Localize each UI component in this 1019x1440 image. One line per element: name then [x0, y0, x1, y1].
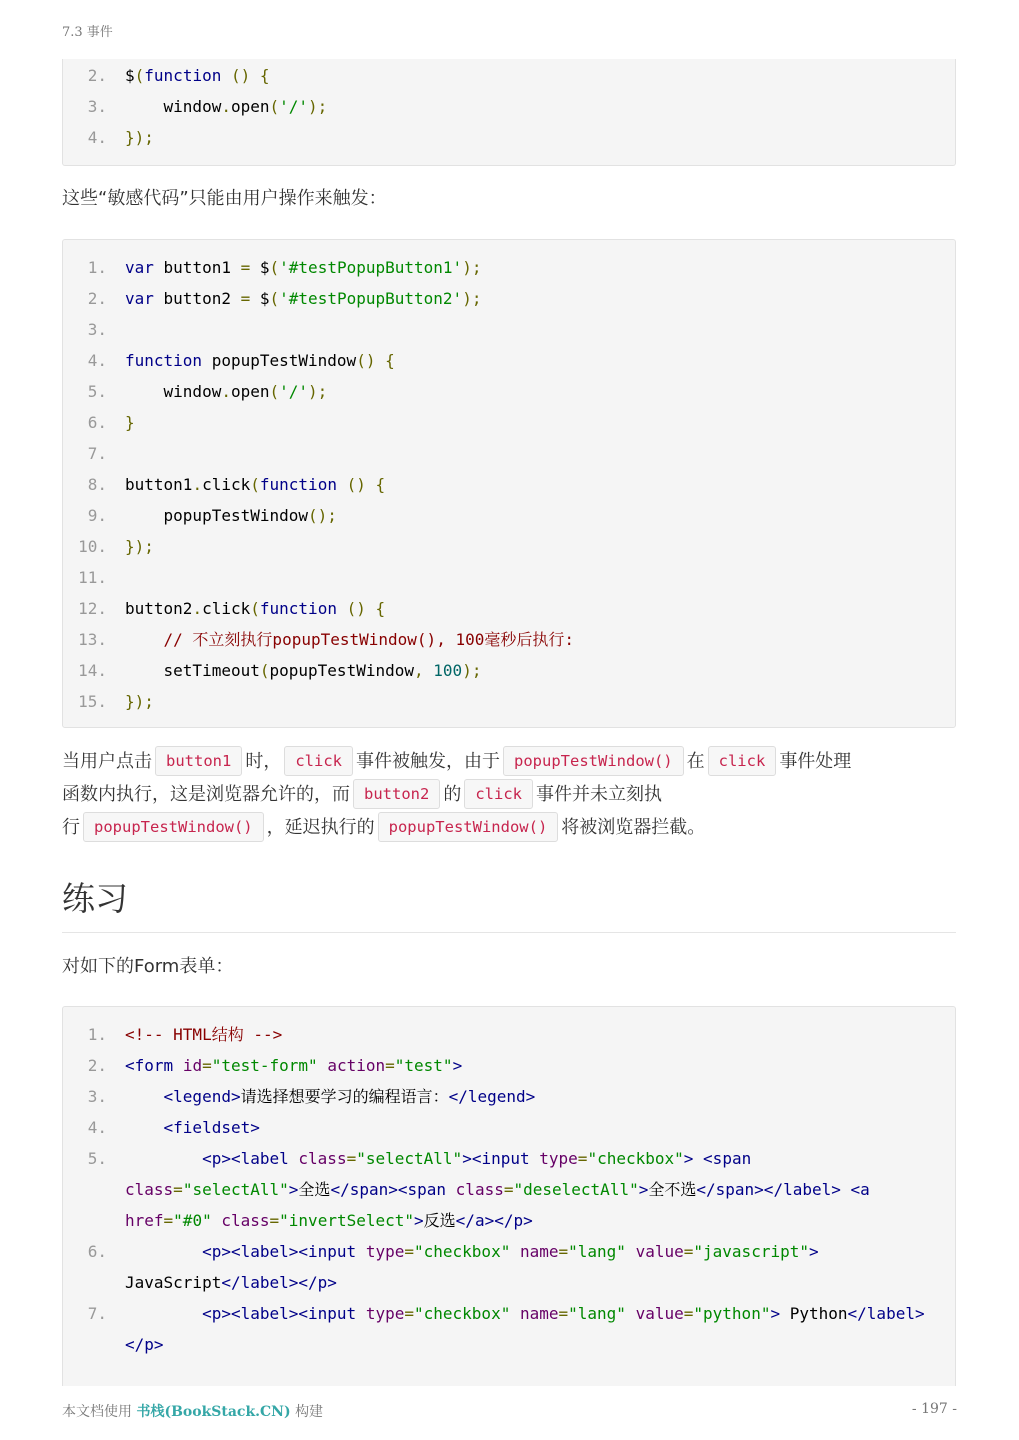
footer-credit	[62, 1401, 323, 1421]
code-token: ()	[346, 475, 366, 494]
code-text	[125, 407, 955, 438]
code-token: {	[375, 599, 386, 618]
code-token: <p><label	[202, 1149, 289, 1168]
code-token: >	[638, 1180, 649, 1199]
code-token: >	[452, 1056, 463, 1075]
code-token: 全不选	[648, 1180, 697, 1199]
code-token: >	[683, 1149, 694, 1168]
code-line	[63, 376, 955, 407]
code-token: ()	[356, 351, 376, 370]
paragraph-text: ，延迟执行的	[266, 817, 375, 838]
code-token: {	[259, 66, 270, 85]
code-line	[63, 1081, 955, 1112]
code-token: .	[221, 97, 231, 116]
code-token: 请选择想要学习的编程语言：	[240, 1087, 449, 1106]
code-line	[63, 624, 955, 655]
code-text	[125, 500, 955, 531]
code-text	[125, 345, 955, 376]
code-line	[63, 438, 955, 469]
code-token: <form	[125, 1056, 174, 1075]
code-line	[63, 1019, 955, 1050]
code-token: <p><label><input	[202, 1242, 357, 1261]
code-text	[125, 1236, 955, 1298]
code-block-3	[62, 1006, 956, 1386]
code-text	[125, 593, 955, 624]
paragraph-text: 时，	[245, 751, 282, 772]
code-token: 100	[433, 661, 463, 680]
inline-code: popupTestWindow()	[378, 812, 559, 842]
code-token: // 不立刻执行popupTestWindow(), 100毫秒后执行:	[163, 630, 574, 649]
line-number: 2.	[87, 66, 107, 85]
code-token: "#0"	[173, 1211, 212, 1230]
code-token: "lang"	[568, 1304, 626, 1323]
code-text	[125, 252, 955, 283]
code-token: '/'	[279, 97, 309, 116]
code-line	[63, 593, 955, 624]
code-token: (	[269, 258, 280, 277]
line-number: 4.	[87, 1118, 107, 1137]
code-token: );	[462, 289, 482, 308]
code-token: '#testPopupButton2'	[279, 289, 463, 308]
inline-code: popupTestWindow()	[83, 812, 264, 842]
code-token: name	[519, 1304, 559, 1323]
code-line	[63, 314, 955, 345]
code-token: =	[404, 1304, 414, 1323]
code-token: <!-- HTML结构 -->	[125, 1025, 283, 1044]
paragraph-text: 在	[686, 751, 705, 772]
code-text	[125, 1050, 955, 1081]
code-token: '#testPopupButton1'	[279, 258, 463, 277]
line-number: 6.	[87, 413, 107, 432]
code-line	[63, 1143, 955, 1236]
paragraph-text: 事件并未立刻执	[536, 784, 662, 805]
code-token	[751, 1149, 761, 1168]
code-token	[446, 1180, 456, 1199]
code-token: button2	[125, 599, 193, 618]
code-token	[212, 1211, 222, 1230]
line-number: 15.	[78, 692, 107, 711]
code-token: </legend>	[448, 1087, 536, 1106]
code-token: '/'	[279, 382, 309, 401]
code-line	[63, 122, 955, 153]
code-token	[125, 630, 164, 649]
code-token: >	[414, 1211, 424, 1230]
code-text	[125, 686, 955, 717]
code-token: {	[375, 475, 386, 494]
code-text	[125, 1081, 955, 1112]
line-number: 10.	[78, 537, 107, 556]
footer-brand-link[interactable]: 书栈(BookStack.CN)	[136, 1404, 291, 1420]
code-token: click	[202, 599, 251, 618]
code-token	[125, 1304, 202, 1323]
code-text	[125, 1112, 955, 1143]
code-line	[63, 469, 955, 500]
code-text	[125, 122, 955, 153]
code-token: id	[182, 1056, 203, 1075]
code-token: </a></p>	[455, 1211, 533, 1230]
footer-suffix: 构建	[295, 1404, 324, 1420]
code-token: (	[269, 97, 280, 116]
code-line	[63, 500, 955, 531]
code-token: <span	[703, 1149, 752, 1168]
line-number: 2.	[87, 289, 107, 308]
code-token: popupTestWindow	[125, 506, 309, 525]
inline-code: button2	[353, 779, 440, 809]
page-number: - 197 -	[911, 1401, 957, 1417]
code-line	[63, 252, 955, 283]
code-text	[125, 438, 955, 469]
code-token: <fieldset>	[163, 1118, 260, 1137]
code-text	[125, 1019, 955, 1050]
code-text	[125, 531, 955, 562]
code-token: value	[635, 1242, 684, 1261]
code-token	[510, 1242, 520, 1261]
code-text	[125, 1298, 955, 1360]
line-number: 5.	[87, 1149, 107, 1168]
inline-code: button1	[155, 746, 242, 776]
code-line	[63, 91, 955, 122]
code-token: type	[539, 1149, 578, 1168]
code-token: href	[125, 1211, 164, 1230]
code-token: =	[683, 1304, 694, 1323]
code-token: });	[125, 537, 154, 556]
code-token: =	[202, 1056, 212, 1075]
code-token	[125, 1118, 164, 1137]
code-token: JavaScript	[125, 1242, 829, 1292]
section-heading: 练习	[62, 876, 956, 933]
inline-code: click	[708, 746, 777, 776]
code-token: type	[365, 1304, 405, 1323]
code-token: action	[327, 1056, 386, 1075]
code-token: =	[404, 1242, 414, 1261]
code-block-1	[62, 59, 956, 166]
code-token: "selectAll"	[356, 1149, 463, 1168]
code-token	[841, 1180, 851, 1199]
code-token: var	[125, 289, 154, 308]
code-token: (	[269, 289, 280, 308]
code-token: function	[125, 351, 203, 370]
code-token: class	[221, 1211, 270, 1230]
code-token: });	[125, 128, 154, 147]
paragraph-text: 事件处理	[779, 751, 852, 772]
code-token: </label></p>	[125, 1304, 925, 1354]
code-line	[63, 531, 955, 562]
inline-code: popupTestWindow()	[503, 746, 684, 776]
explanation-line-3	[62, 811, 705, 844]
line-number: 3.	[87, 1087, 107, 1106]
code-token: function	[259, 475, 337, 494]
code-token: button1	[125, 475, 193, 494]
code-token: "checkbox"	[414, 1304, 511, 1323]
code-token	[366, 475, 376, 494]
code-text	[125, 469, 955, 500]
code-token: function	[144, 66, 222, 85]
code-token: "checkbox"	[587, 1149, 684, 1168]
inline-code: click	[464, 779, 533, 809]
code-token: </span></label>	[696, 1180, 841, 1199]
code-token: popupTestWindow	[202, 351, 357, 370]
code-token	[125, 1087, 164, 1106]
running-header: 7.3 事件	[62, 25, 113, 40]
line-number: 13.	[78, 630, 107, 649]
code-token: );	[308, 97, 328, 116]
code-token: =	[503, 1180, 514, 1199]
paragraph-text: 的	[443, 784, 462, 805]
code-token: window	[125, 97, 222, 116]
code-token: ()	[230, 66, 251, 85]
code-token: ><input	[462, 1149, 530, 1168]
code-token: type	[365, 1242, 405, 1261]
code-token: $	[125, 66, 135, 85]
code-token: var	[125, 258, 154, 277]
code-line	[63, 1236, 955, 1298]
code-line	[63, 1050, 955, 1081]
code-token: >	[288, 1180, 299, 1199]
code-line	[63, 60, 955, 91]
code-token: =	[558, 1304, 569, 1323]
code-token: <legend>	[163, 1087, 241, 1106]
paragraph-text: 当用户点击	[62, 751, 152, 772]
code-token: <p><label><input	[202, 1304, 357, 1323]
code-token: button2	[153, 289, 241, 308]
code-token: (	[134, 66, 145, 85]
code-token: .	[192, 599, 203, 618]
code-token: 全选	[298, 1180, 331, 1199]
intro-paragraph: 这些“敏感代码”只能由用户操作来触发：	[62, 188, 387, 209]
code-token: .	[192, 475, 203, 494]
code-token: $	[250, 258, 270, 277]
line-number: 1.	[87, 258, 107, 277]
code-token	[125, 1242, 202, 1261]
code-token	[337, 599, 347, 618]
line-number: 2.	[87, 1056, 107, 1075]
code-token	[356, 1304, 366, 1323]
code-token	[221, 66, 231, 85]
line-number: 3.	[87, 97, 107, 116]
code-token: "test-form"	[211, 1056, 318, 1075]
code-token: "lang"	[568, 1242, 626, 1261]
code-token: <a	[850, 1180, 870, 1199]
code-token: );	[462, 258, 482, 277]
code-token: class	[298, 1149, 347, 1168]
line-number: 7.	[87, 1304, 107, 1323]
line-number: 4.	[87, 351, 107, 370]
code-token	[173, 1056, 183, 1075]
code-line	[63, 283, 955, 314]
code-token	[250, 66, 260, 85]
code-line	[63, 655, 955, 686]
code-token: open	[230, 382, 270, 401]
code-token	[318, 1056, 328, 1075]
paragraph-text: 将被浏览器拦截。	[561, 817, 706, 838]
code-token: "python"	[693, 1304, 771, 1323]
code-line	[63, 686, 955, 717]
code-token: (	[250, 475, 260, 494]
code-token: =	[577, 1149, 588, 1168]
line-number: 11.	[78, 568, 107, 587]
code-line	[63, 1112, 955, 1143]
code-token	[530, 1149, 540, 1168]
code-token	[870, 1180, 880, 1199]
code-token	[356, 1242, 366, 1261]
code-token: .	[221, 382, 231, 401]
code-text	[125, 562, 955, 593]
code-token: window	[125, 382, 222, 401]
line-number: 9.	[87, 506, 107, 525]
code-token	[375, 351, 385, 370]
line-number: 12.	[78, 599, 107, 618]
code-token: =	[269, 1211, 280, 1230]
code-token: "invertSelect"	[279, 1211, 415, 1230]
code-text	[125, 283, 955, 314]
code-token: "selectAll"	[182, 1180, 289, 1199]
line-number: 5.	[87, 382, 107, 401]
code-text	[125, 1143, 955, 1236]
code-token: {	[385, 351, 395, 370]
code-token: (	[269, 382, 280, 401]
exercise-intro: 对如下的Form表单：	[62, 956, 234, 977]
code-text	[125, 314, 955, 345]
inline-code: click	[284, 746, 353, 776]
code-token: });	[125, 692, 154, 711]
code-token	[693, 1149, 703, 1168]
code-token	[626, 1242, 636, 1261]
code-token: $	[250, 289, 270, 308]
code-token	[510, 1304, 520, 1323]
line-number: 8.	[87, 475, 107, 494]
code-token: "checkbox"	[414, 1242, 511, 1261]
code-token	[125, 1149, 202, 1168]
code-token: ();	[308, 506, 337, 525]
code-token: =	[683, 1242, 694, 1261]
code-token	[289, 1149, 299, 1168]
code-token	[626, 1304, 636, 1323]
code-block-2	[62, 239, 956, 728]
code-token: "test"	[394, 1056, 453, 1075]
code-line	[63, 407, 955, 438]
code-token: name	[519, 1242, 559, 1261]
code-line	[63, 562, 955, 593]
code-token: class	[455, 1180, 504, 1199]
code-token: =	[173, 1180, 183, 1199]
code-line	[63, 1298, 955, 1360]
code-token: (	[250, 599, 260, 618]
line-number: 3.	[87, 320, 107, 339]
code-text	[125, 655, 955, 686]
code-text	[125, 624, 955, 655]
footer-prefix: 本文档使用	[62, 1404, 132, 1420]
code-token	[424, 661, 434, 680]
code-token: </span><span	[330, 1180, 447, 1199]
code-token: button1	[153, 258, 241, 277]
code-text	[125, 376, 955, 407]
code-token: (	[259, 661, 270, 680]
line-number: 4.	[87, 128, 107, 147]
explanation-line-2	[62, 778, 662, 811]
code-token: "javascript"	[693, 1242, 809, 1261]
code-token: ()	[346, 599, 366, 618]
paragraph-text: 事件被触发，由于	[356, 751, 500, 772]
code-token: value	[635, 1304, 684, 1323]
code-token: =	[558, 1242, 569, 1261]
code-line	[63, 345, 955, 376]
code-token: function	[259, 599, 337, 618]
line-number: 14.	[78, 661, 107, 680]
code-token: </label></p>	[221, 1273, 337, 1292]
code-text	[125, 60, 955, 91]
code-token	[337, 475, 347, 494]
code-token: ,	[414, 661, 424, 680]
explanation-line-1	[62, 745, 851, 778]
code-token: =	[385, 1056, 395, 1075]
code-token: Python	[780, 1304, 848, 1323]
line-number: 7.	[87, 444, 107, 463]
line-number: 6.	[87, 1242, 107, 1261]
code-token: popupTestWindow	[269, 661, 414, 680]
code-token: class	[125, 1180, 174, 1199]
line-number: 1.	[87, 1025, 107, 1044]
paragraph-text: 函数内执行，这是浏览器允许的，而	[62, 784, 350, 805]
paragraph-text: 行	[62, 817, 80, 838]
code-token: >	[808, 1242, 819, 1261]
code-text	[125, 91, 955, 122]
code-token: =	[163, 1211, 174, 1230]
code-token: }	[125, 413, 135, 432]
code-token: =	[240, 258, 251, 277]
code-token: );	[462, 661, 482, 680]
code-token: =	[240, 289, 251, 308]
code-token: open	[230, 97, 270, 116]
code-token: =	[346, 1149, 357, 1168]
code-token: >	[770, 1304, 781, 1323]
code-token: click	[202, 475, 251, 494]
code-token: 反选	[423, 1211, 456, 1230]
code-token	[366, 599, 376, 618]
code-token: "deselectAll"	[513, 1180, 639, 1199]
code-token: setTimeout	[125, 661, 260, 680]
code-token: );	[308, 382, 328, 401]
